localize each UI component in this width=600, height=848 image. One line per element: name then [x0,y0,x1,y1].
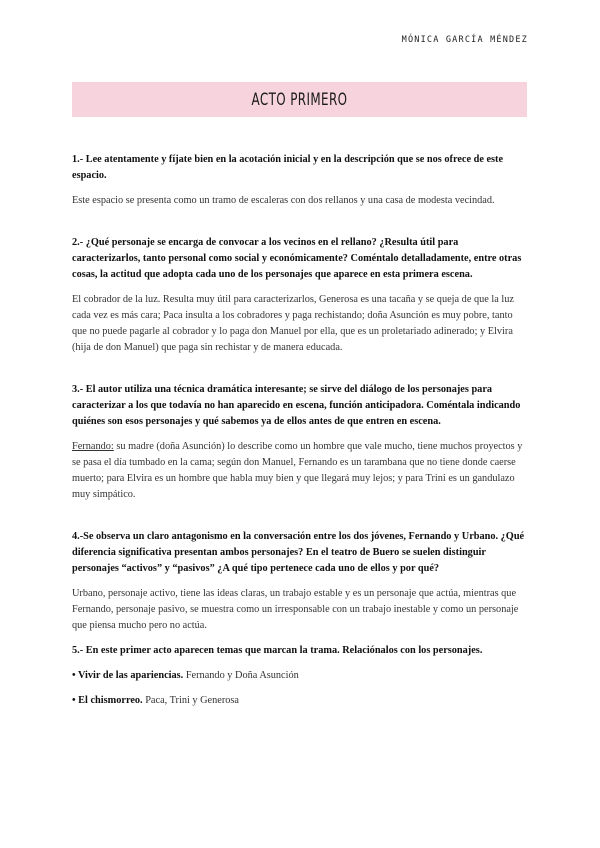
answer-4: Urbano, personaje activo, tiene las ideas claras, un trabajo estable y es un personaje que actúa, mientras que Fernando, personaje pasivo, se muestra como un irresponsable con un trabajo inestable y como un personaje que piensa mucho pero no actúa. [72,588,519,631]
list-item [72,668,528,684]
question-5: 5.- En este primer acto aparecen temas que marcan la trama. Relaciónalos con los personajes. [72,645,483,656]
question-1: 1.- Lee atentamente y fíjate bien en la acotación inicial y en la descripción que se nos ofrece de este espacio. [72,154,504,181]
theme-characters: Paca, Trini y Generosa [142,695,240,706]
document-body [72,152,528,709]
answer-1: Este espacio se presenta como un tramo de escaleras con dos rellanos y una casa de modesta vecindad. [72,195,495,206]
page-title: ACTO PRIMERO [251,89,348,110]
question-3: 3.- El autor utiliza una técnica dramática interesante; se sirve del diálogo de los personajes para caracterizar a los que todavía no han aparecido en escena, función anticipadora. Coméntala indicando quiénes son esos personajes y qué sabemos ya de ellos antes de que entren en escena. [72,384,521,427]
theme-term: • El chismorreo. [72,695,143,706]
question-4: 4.-Se observa un claro antagonismo en la conversación entre los dos jóvenes, Fernando y Urbano. ¿Qué diferencia significativa presentan ambos personajes? En el teatro de Buero se suelen distinguir personajes “activos” y “pasivos” ¿A qué tipo pertenece cada uno de ellos y por qué? [72,531,525,574]
theme-characters: Fernando y Doña Asunción [183,670,299,681]
answer-3 [72,439,528,503]
theme-term: • Vivir de las apariencias. [72,670,184,681]
author-name: MÓNICA GARCÍA MÉNDEZ [401,35,528,45]
answer-3-label: Fernando: [72,441,114,452]
answer-3-text: su madre (doña Asunción) lo describe como un hombre que vale mucho, tiene muchos proyectos y se pasa el día tumbado en la cama; según don Manuel, Fernando es un tarambana que no tiene donde caerse muerto; para Elvira es un hombre que habla muy bien y que llegará muy lejos; y para Trini es un gandulazo muy simpático. [72,441,523,500]
title-banner [72,82,527,117]
question-2: 2.- ¿Qué personaje se encarga de convocar a los vecinos en el rellano? ¿Resulta útil para caracterizarlos, tanto personal como social y económicamente? Coméntalo detalladamente, entre otras cosas, la actitud que adopta cada uno de los personajes que aparece en esta primera escena. [72,237,522,280]
answer-2: El cobrador de la luz. Resulta muy útil para caracterizarlos, Generosa es una tacaña y se queja de que la luz cada vez es más cara; Paca insulta a los cobradores y paga rechistando; doña Asunción es muy pobre, tanto que no puede pagarle al cobrador y lo paga don Manuel por ella, que es un proletariado adinerado; y Elvira (hija de don Manuel) que paga sin rechistar y de manera educada. [72,294,514,353]
list-item [72,693,528,709]
